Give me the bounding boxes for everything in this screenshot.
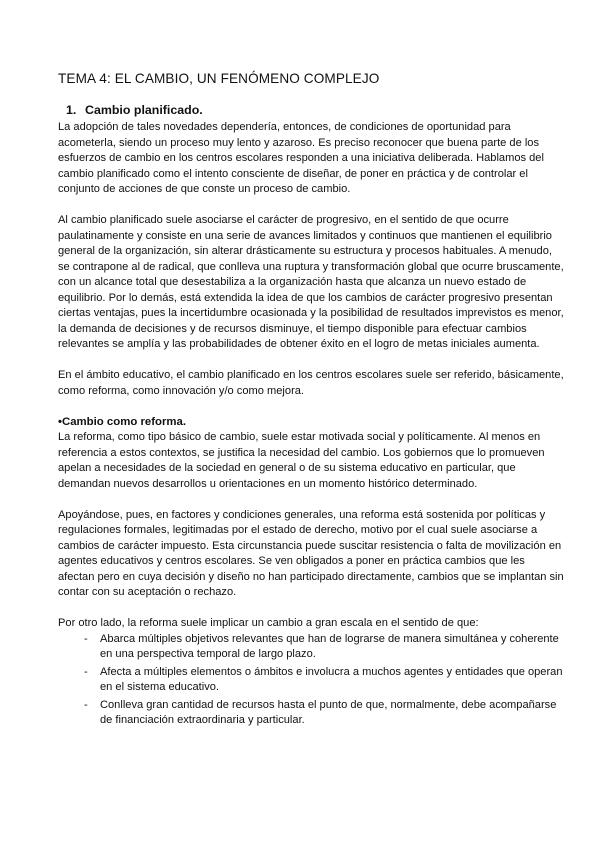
- section-heading-cambio-planificado: [66, 103, 564, 117]
- paragraph-3: En el ámbito educativo, el cambio planificado en los centros escolares suele ser referido, básicamente, como reforma, como innovación y/o como mejora.: [58, 369, 564, 397]
- list-item-text: Abarca múltiples objetivos relevantes que han de lograrse de manera simultánea y coherente en una perspectiva temporal de largo plazo.: [100, 632, 559, 660]
- paragraph-2: Al cambio planificado suele asociarse el carácter de progresivo, en el sentido de que ocurre paulatinamente y consiste en una serie de avances limitados y continuos que mantienen el equilibrio general de la organización, sin alterar drásticamente su estructura y procesos habituales. A menudo, se contrapone al de radical, que conlleva una ruptura y transformación global que ocurre bruscamente, con un alcance total que desestabiliza a la organización hasta que alcanza un nuevo estado de equilibrio. Por lo demás, está extendida la idea de que los cambios de carácter progresivo presentan ciertas ventajas, pues la incertidumbre ocasionada y la posibilidad de resultados imprevistos es menor, la demanda de decisiones y de recursos disminuye, el tiempo disponible para efectuar cambios relevantes se amplía y las probabilidades de obtener éxito en el logro de metas iniciales aumenta.: [58, 214, 564, 350]
- section-number: 1.: [66, 103, 77, 117]
- dash-bullet: -: [84, 665, 88, 678]
- reform-characteristics-list: [58, 632, 564, 729]
- list-item: [58, 698, 564, 729]
- page-title: TEMA 4: EL CAMBIO, UN FENÓMENO COMPLEJO: [58, 71, 380, 86]
- paragraph-5: Apoyándose, pues, en factores y condiciones generales, una reforma está sostenida por políticas y regulaciones formales, legitimadas por el estado de derecho, motivo por el cual suele asociarse a cambios de carácter impuesto. Esta circunstancia puede suscitar resistencia o falta de movilización en agentes educativos y centros escolares. Se ven obligados a poner en práctica cambios que les afectan pero en cuya decisión y diseño no han participado directamente, cambios que se implantan sin contar con su aceptación o rechazo.: [58, 508, 564, 598]
- paragraph-1: La adopción de tales novedades dependería, entonces, de condiciones de oportunidad para acometerla, siendo un proceso muy lento y azaroso. Es preciso reconocer que buena parte de los esfuerzos de cambio en los centros escolares responden a una iniciativa deliberada. Hablamos del cambio planificado como el intento consciente de diseñar, de poner en práctica y de controlar el conjunto de acciones de que conste un proceso de cambio.: [58, 121, 544, 195]
- list-intro: Por otro lado, la reforma suele implicar un cambio a gran escala en el sentido de que:: [58, 617, 479, 629]
- subheading-cambio-como-reforma: •Cambio como reforma.: [58, 415, 187, 428]
- list-item: [58, 632, 564, 663]
- list-item: [58, 665, 564, 696]
- dash-bullet: -: [84, 632, 88, 645]
- section-heading-text: Cambio planificado.: [85, 103, 203, 117]
- paragraph-4: La reforma, como tipo básico de cambio, suele estar motivada social y políticamente. Al menos en referencia a estos contextos, se justifica la necesidad del cambio. Los gobiernos que lo promueven apelan a necesidades de la sociedad en general o de su sistema educativo en particular, que demandan nuevos desarrollos u orientaciones en un momento histórico determinado.: [58, 431, 545, 490]
- list-item-text: Conlleva gran cantidad de recursos hasta el punto de que, normalmente, debe acompañarse de financiación extraordinaria y particular.: [100, 698, 557, 726]
- dash-bullet: -: [84, 698, 88, 711]
- list-item-text: Afecta a múltiples elementos o ámbitos e involucra a muchos agentes y entidades que operan en el sistema educativo.: [100, 665, 563, 693]
